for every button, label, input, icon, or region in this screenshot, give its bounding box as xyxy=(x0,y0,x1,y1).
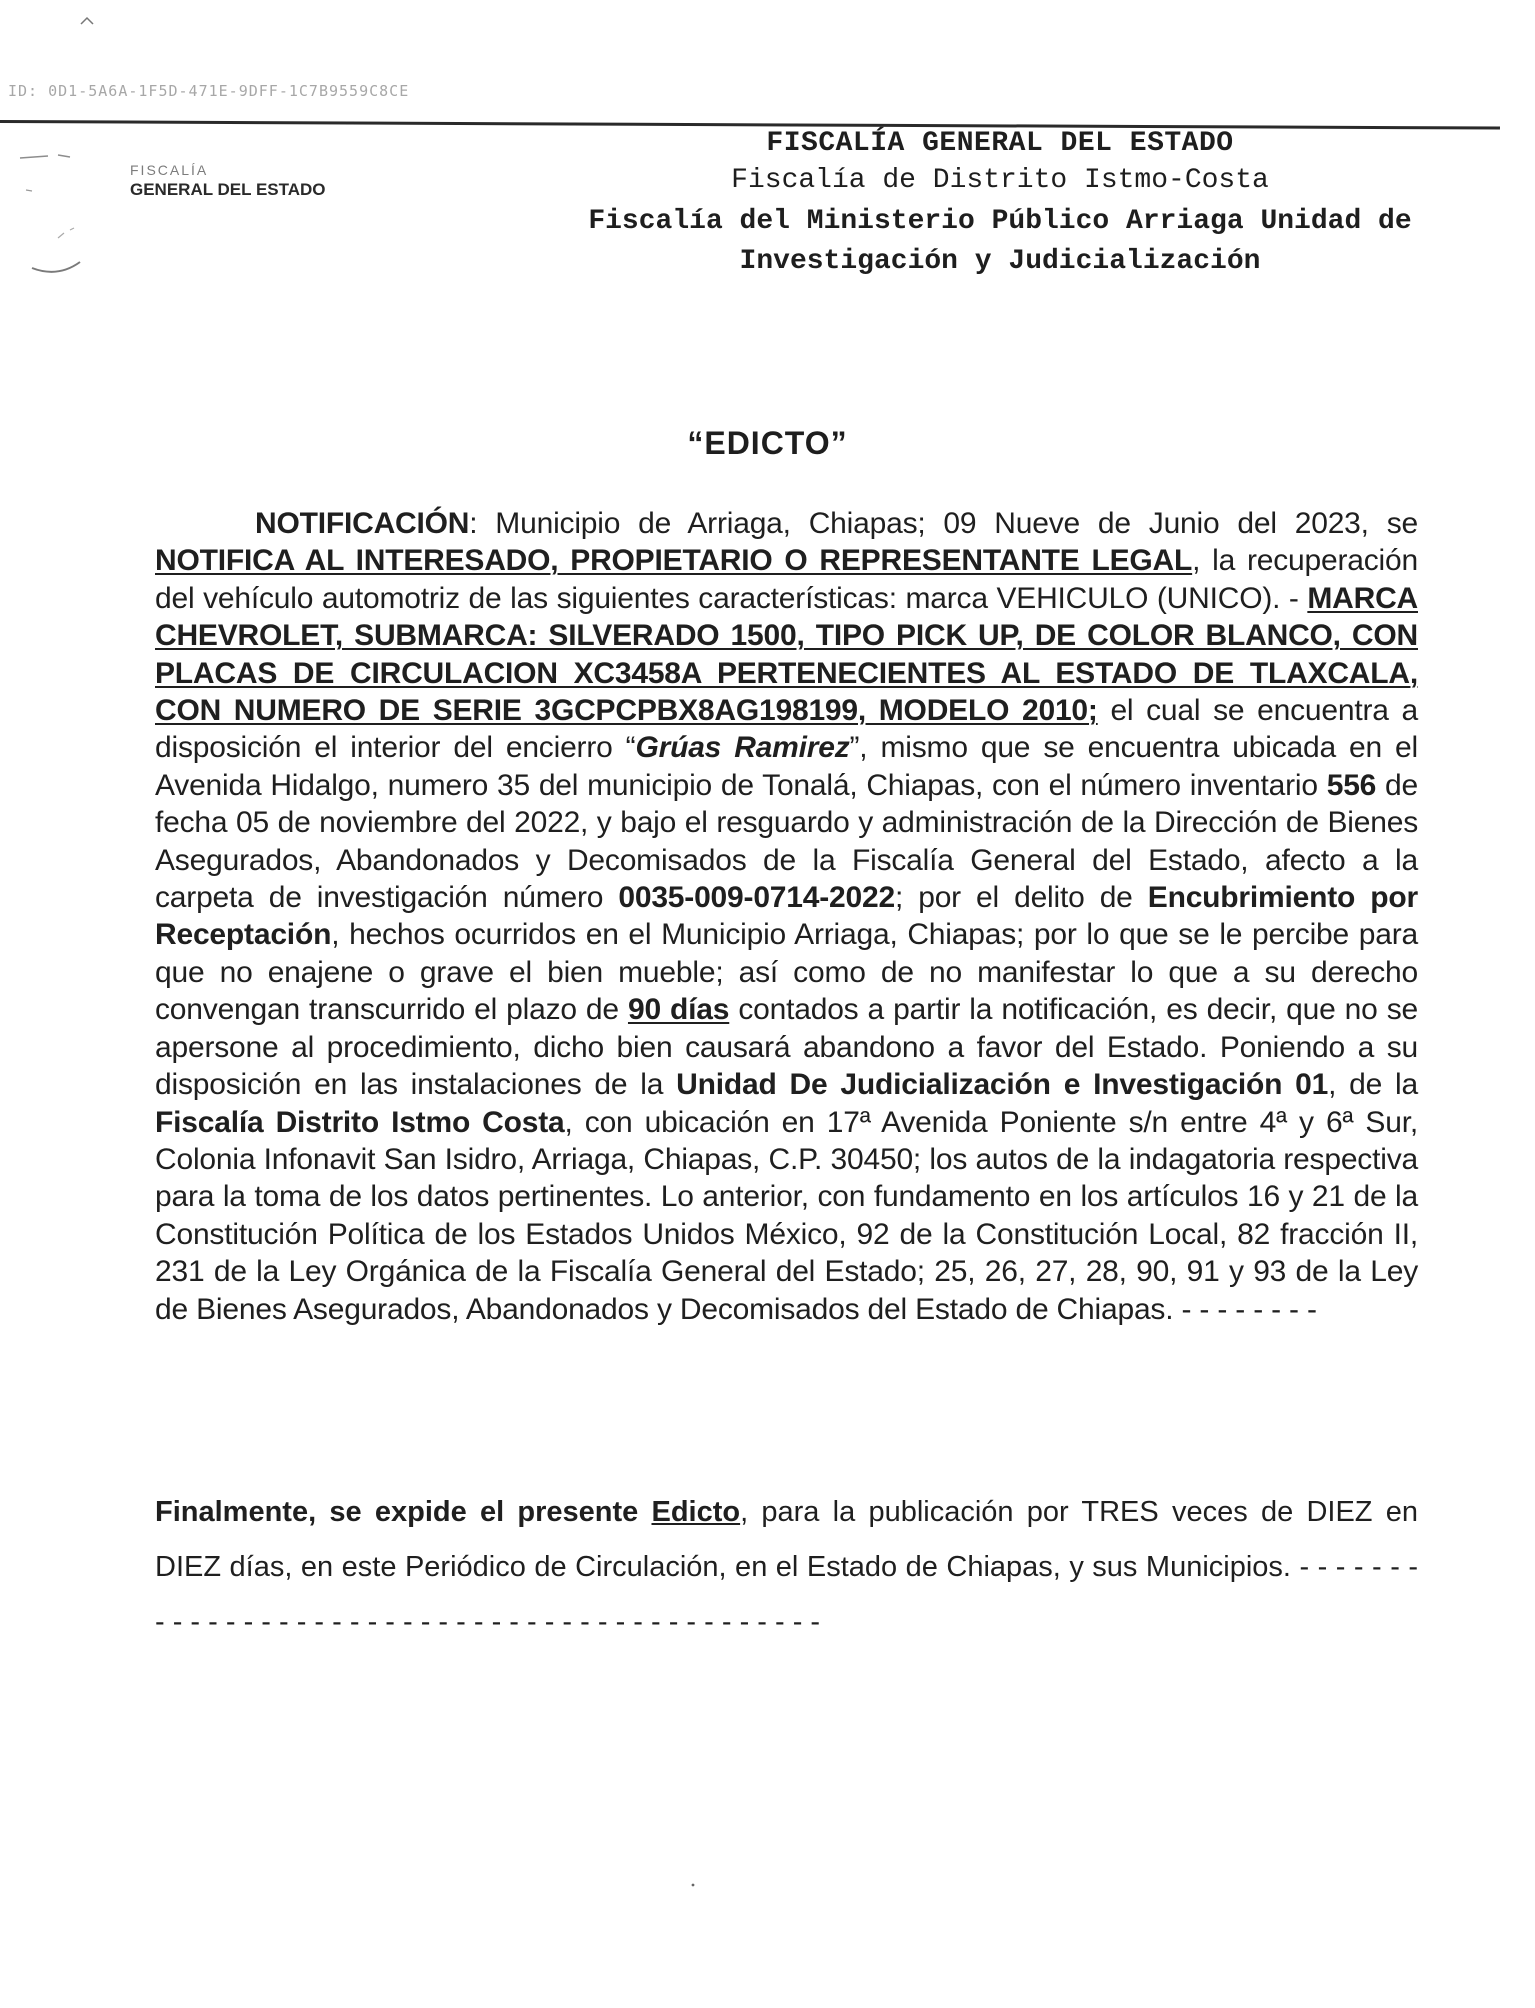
body-text: , con ubicación en 17ª Avenida Poniente s/n entre 4ª y 6ª Sur, Colonia Infonavit San Isidro, Arriaga, Chiapas, C.P. 30450; los autos de la indagatoria respectiva para la toma de los datos pertinentes. Lo anterior, con fundamento en los artículos 16 y 21 de la Constitución Política de los Estados Unidos México, 92 de la Constitución Local, 82 fracción II, 231 de la Ley Orgánica de la Fiscalía General del Estado; 25, 26, 27, 28, 90, 91 y 93 de la Ley de Bienes Asegurados, Abandonados y Decomisados del Estado de Chiapas. xyxy=(155,1105,1418,1326)
unit-name: Unidad De Judicialización e Investigación 01 xyxy=(676,1068,1329,1102)
header-title: FISCALÍA GENERAL DEL ESTADO xyxy=(766,128,1234,159)
body-text: ”, mismo que se encuentra ubicada en el Avenida Hidalgo, numero 35 del municipio de Tonalá, Chiapas, con el número inventario xyxy=(155,731,1418,802)
body-text: , de la xyxy=(1328,1068,1419,1102)
notification-paragraph xyxy=(155,505,1418,1328)
dash-leader: - - - - - - - - - - - - - - - - - - - - - - - - - - - - - - - - - - - - - - - - - - - - - xyxy=(155,1551,1418,1638)
vehicle-description: MARCA CHEVROLET, SUBMARCA: SILVERADO 1500, TIPO PICK UP, DE COLOR BLANCO, CON PLACAS DE CIRCULACION XC3458A PERTENECIENTES AL ESTADO DE TLAXCALA, CON NUMERO DE SERIE 3GCPCPBX8AG198199, MODELO 2010; xyxy=(155,581,1418,728)
logo-line-1: FISCALÍA xyxy=(130,162,209,178)
institution-logo xyxy=(130,162,390,200)
district-office: Fiscalía Distrito Istmo Costa xyxy=(155,1105,565,1139)
notice-recipient: NOTIFICA AL INTERESADO, PROPIETARIO O REPRESENTANTE LEGAL xyxy=(155,544,1193,578)
case-number: 0035-009-0714-2022 xyxy=(618,881,895,915)
inventory-number: 556 xyxy=(1326,768,1377,802)
document-id: ID: 0D1-5A6A-1F5D-471E-9DFF-1C7B9559C8CE xyxy=(8,82,410,100)
header-district: Fiscalía de Distrito Istmo-Costa xyxy=(731,165,1269,196)
scan-dot-icon xyxy=(688,1880,698,1890)
edict-word: Edicto xyxy=(651,1496,741,1528)
body-text: contados a partir la notificación, es decir, que no se apersone al procedimiento, dicho bien causará abandono a favor del Estado. Poniendo a su disposición en las instalaciones de la xyxy=(155,993,1418,1102)
dash-leader: - - - - - - - - xyxy=(1173,1292,1317,1326)
closing-paragraph xyxy=(155,1485,1418,1650)
header-unit: Fiscalía del Ministerio Público Arriaga Unidad de Investigación y Judicialización xyxy=(588,206,1412,277)
body-text: ; por el delito de xyxy=(894,881,1148,915)
deadline-days: 90 días xyxy=(627,993,730,1027)
document-title: “EDICTO” xyxy=(687,425,848,461)
scan-mark-icon xyxy=(18,150,118,290)
closing-text: , para la publicación por TRES veces de DIEZ en DIEZ días, en este Periódico de Circulación, en el Estado de Chiapas, y sus Municipios. xyxy=(155,1496,1418,1583)
letterhead xyxy=(505,128,1495,282)
notification-label: NOTIFICACIÓN xyxy=(255,507,470,540)
closing-lead: Finalmente, se expide el presente xyxy=(155,1496,652,1528)
corner-mark-icon xyxy=(78,14,98,28)
body-text: el cual se encuentra a disposición el interior del encierro “ xyxy=(155,694,1418,765)
indent xyxy=(155,507,255,540)
body-text: de fecha 05 de noviembre del 2022, y bajo el resguardo y administración de la Dirección de Bienes Asegurados, Abandonados y Decomisados de la Fiscalía General del Estado, afecto a la carpeta de investigación número xyxy=(155,768,1418,915)
offense-name: Encubrimiento por Receptación xyxy=(155,881,1418,952)
body-text: : Municipio de Arriaga, Chiapas; 09 Nueve de Junio del 2023, se xyxy=(469,507,1418,540)
body-text: , hechos ocurridos en el Municipio Arriaga, Chiapas; por lo que se le percibe para que no enajene o grave el bien mueble; así como de no manifestar lo que a su derecho convengan transcurrido el plazo de xyxy=(155,918,1418,1027)
impound-name: Grúas Ramirez xyxy=(635,731,850,765)
logo-line-2: GENERAL DEL ESTADO xyxy=(130,180,326,199)
body-text: , la recuperación del vehículo automotriz de las siguientes características: marca VEHICULO (UNICO). - xyxy=(155,544,1418,615)
